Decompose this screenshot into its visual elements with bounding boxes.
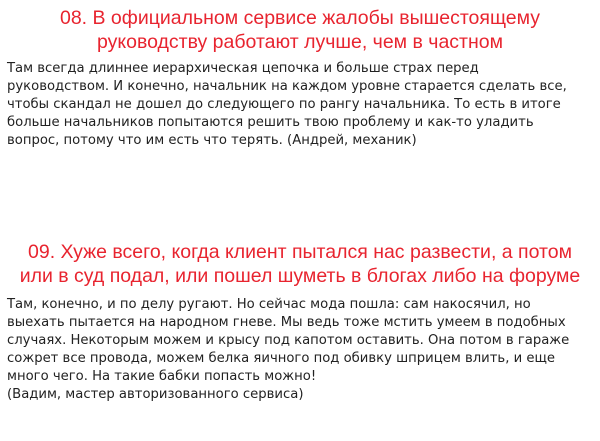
heading-line: или в суд подал, или пошел шуметь в блогах либо на форуме bbox=[19, 265, 581, 287]
body-line: вопрос, потому что им есть что терять. (Андрей, механик) bbox=[7, 133, 417, 148]
body-line: чтобы скандал не дошел до следующего по рангу начальника. То есть в итоге bbox=[7, 97, 561, 112]
tip-section-09 bbox=[0, 240, 600, 404]
body-line: больше начальников попытаются решить твою проблему и как-то уладить bbox=[7, 115, 534, 130]
body-line: Там всегда длиннее иерархическая цепочка и больше страх перед bbox=[7, 61, 479, 76]
heading-line: руководству работают лучше, чем в частном bbox=[97, 31, 503, 53]
tip-section-08 bbox=[0, 6, 600, 150]
heading-line: 08. В официальном сервисе жалобы вышестоящему bbox=[59, 7, 541, 29]
body-line: Там, конечно, и по делу ругают. Но сейчас мода пошла: сам накосячил, но bbox=[7, 297, 531, 312]
section-body bbox=[0, 296, 570, 404]
body-line: выехать пытается на народном гневе. Мы ведь тоже мстить умеем в подобных bbox=[7, 315, 566, 330]
body-line: руководством. И конечно, начальник на каждом уровне старается сделать все, bbox=[7, 79, 567, 94]
section-heading bbox=[0, 6, 600, 54]
body-line: сожрет все провода, можем белка яичного под обивку шприцем влить, и еще bbox=[7, 351, 555, 366]
body-line: случаях. Некоторым можем и крысу под капотом оставить. Она потом в гараже bbox=[7, 333, 570, 348]
body-line: много чего. На такие бабки попасть можно! bbox=[7, 369, 317, 384]
section-body bbox=[0, 60, 567, 150]
body-line: (Вадим, мастер авторизованного сервиса) bbox=[7, 387, 304, 402]
section-heading bbox=[0, 240, 600, 288]
heading-line: 09. Хуже всего, когда клиент пытался нас развести, а потом bbox=[28, 241, 572, 263]
